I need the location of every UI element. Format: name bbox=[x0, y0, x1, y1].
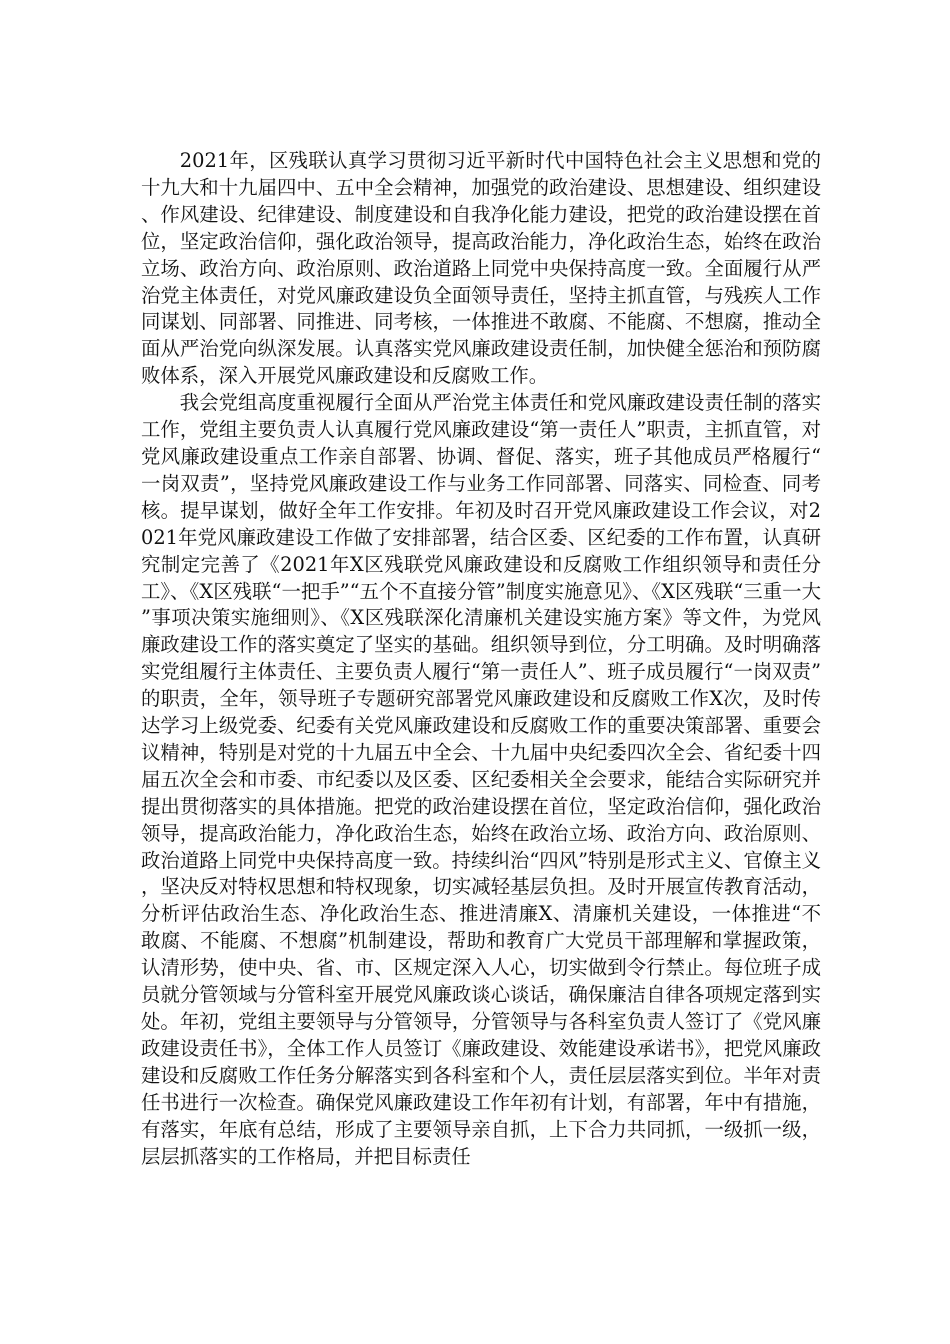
document-body bbox=[141, 148, 821, 1170]
paragraph-2: 我会党组高度重视履行全面从严治党主体责任和党风廉政建设责任制的落实工作，党组主要负责人认真履行党风廉政建设“第一责任人”职责，主抓直管，对党风廉政建设重点工作亲自部署、协调、督促、落实，班子其他成员严格履行“一岗双责”，坚持党风廉政建设工作与业务工作同部署、同落实、同检查、同考核。提早谋划，做好全年工作安排。年初及时召开党风廉政建设工作会议，对2021年党风廉政建设工作做了安排部署，结合区委、区纪委的工作布置，认真研究制定完善了《2021年X区残联党风廉政建设和反腐败工作组织领导和责任分工》、《X区残联“一把手”“五个不直接分管”制度实施意见》、《X区残联“三重一大”事项决策实施细则》、《X区残联深化清廉机关建设实施方案》等文件，为党风廉政建设工作的落实奠定了坚实的基础。组织领导到位，分工明确。及时明确落实党组履行主体责任、主要负责人履行“第一责任人”、班子成员履行“一岗双责”的职责，全年，领导班子专题研究部署党风廉政建设和反腐败工作X次，及时传达学习上级党委、纪委有关党风廉政建设和反腐败工作的重要决策部署、重要会议精神，特别是对党的十九届五中全会、十九届中央纪委四次全会、省纪委十四届五次全会和市委、市纪委以及区委、区纪委相关全会要求，能结合实际研究并提出贯彻落实的具体措施。把党的政治建设摆在首位，坚定政治信仰，强化政治领导，提高政治能力，净化政治生态，始终在政治立场、政治方向、政治原则、政治道路上同党中央保持高度一致。持续纠治“四风”特别是形式主义、官僚主义，坚决反对特权思想和特权现象，切实减轻基层负担。及时开展宣传教育活动，分析评估政治生态、净化政治生态、推进清廉X、清廉机关建设，一体推进“不敢腐、不能腐、不想腐”机制建设，帮助和教育广大党员干部理解和掌握政策，认清形势，使中央、省、市、区规定深入人心，切实做到令行禁止。每位班子成员就分管领域与分管科室开展党风廉政谈心谈话，确保廉洁自律各项规定落到实处。年初，党组主要领导与分管领导，分管领导与各科室负责人签订了《党风廉政建设责任书》，全体工作人员签订《廉政建设、效能建设承诺书》，把党风廉政建设和反腐败工作任务分解落实到各科室和个人，责任层层落实到位。半年对责任书进行一次检查。确保党风廉政建设工作年初有计划，有部署，年中有措施，有落实，年底有总结，形成了主要领导亲自抓，上下合力共同抓，一级抓一级，层层抓落实的工作格局，并把目标责任 bbox=[141, 391, 821, 1168]
paragraph-1: 2021年，区残联认真学习贯彻习近平新时代中国特色社会主义思想和党的十九大和十九届四中、五中全会精神，加强党的政治建设、思想建设、组织建设、作风建设、纪律建设、制度建设和自我净化能力建设，把党的政治建设摆在首位，坚定政治信仰，强化政治领导，提高政治能力，净化政治生态，始终在政治立场、政治方向、政治原则、政治道路上同党中央保持高度一致。全面履行从严治党主体责任，对党风廉政建设负全面领导责任，坚持主抓直管，与残疾人工作同谋划、同部署、同推进、同考核，一体推进不敢腐、不能腐、不想腐，推动全面从严治党向纵深发展。认真落实党风廉政建设责任制，加快健全惩治和预防腐败体系，深入开展党风廉政建设和反腐败工作。 bbox=[141, 149, 821, 388]
